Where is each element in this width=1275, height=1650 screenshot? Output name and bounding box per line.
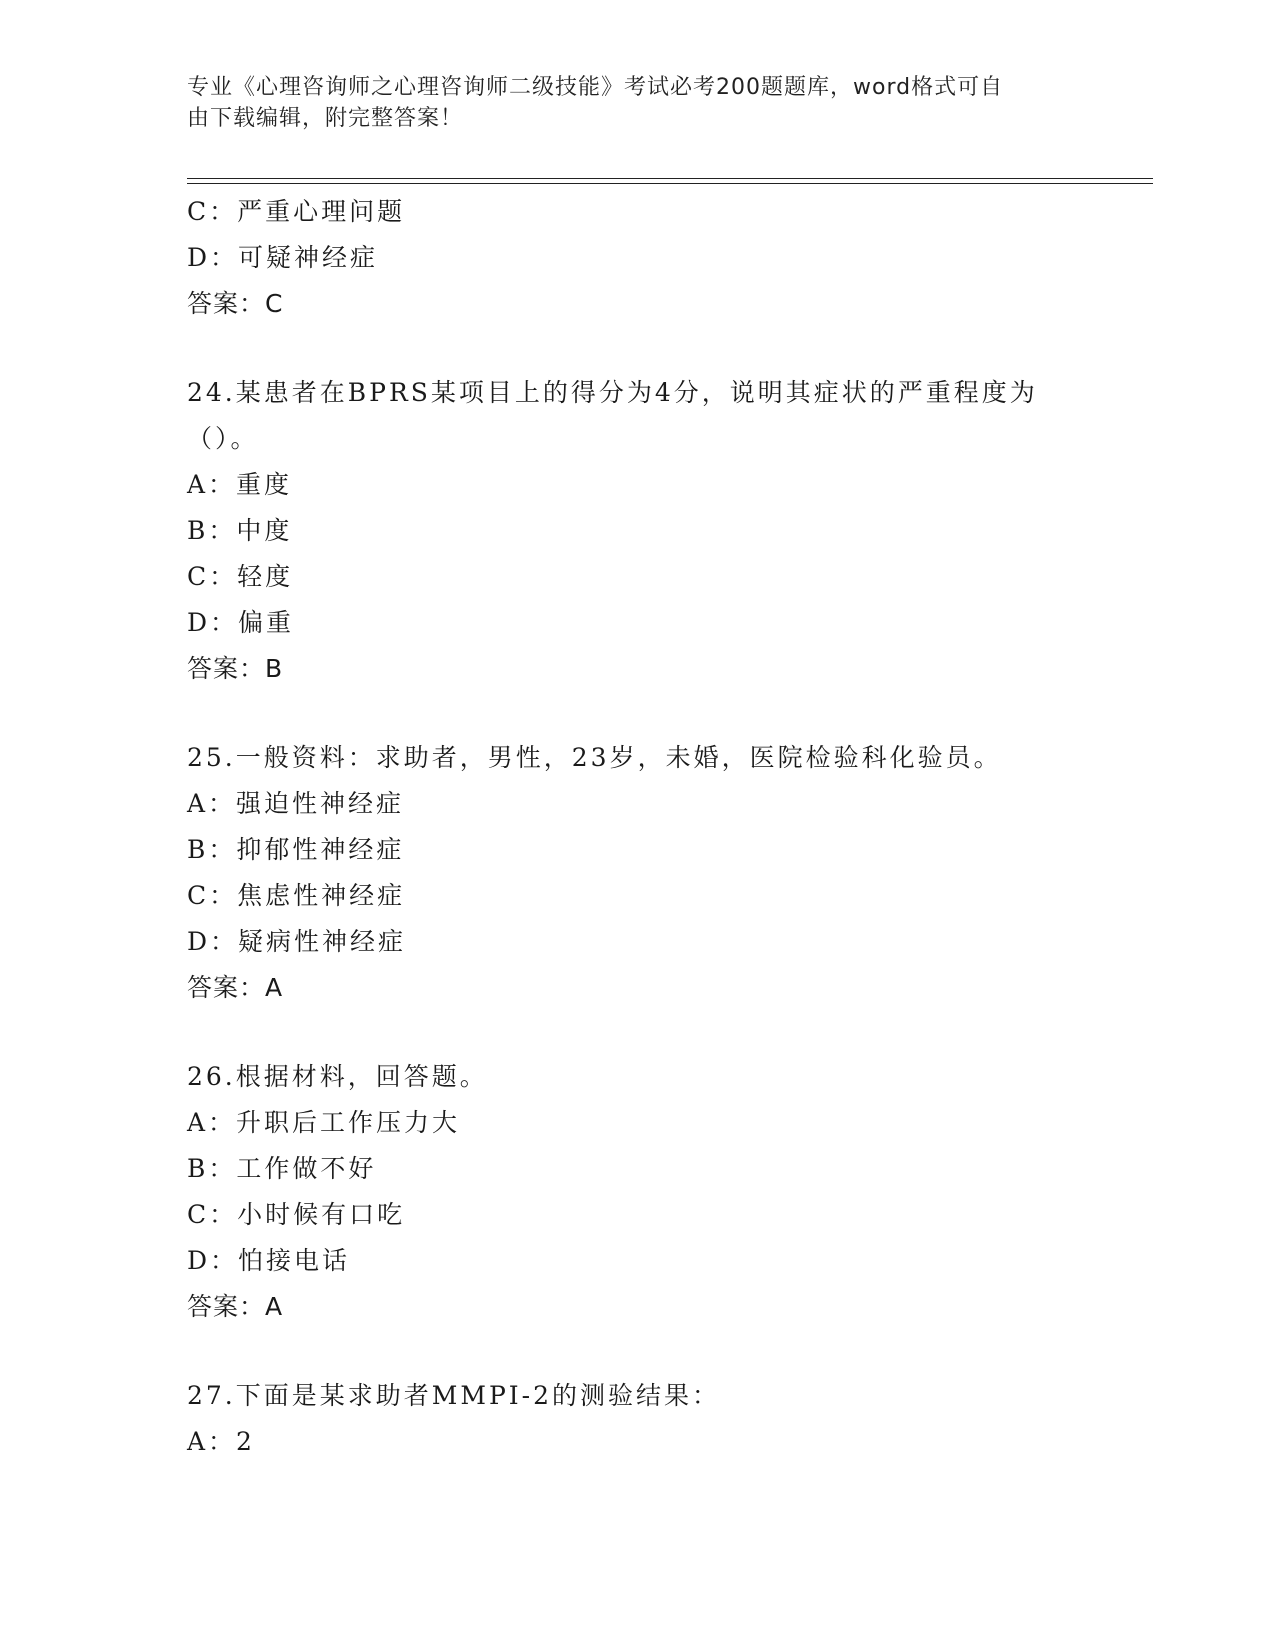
question-stem: 25.一般资料：求助者，男性，23岁，未婚，医院检验科化验员。	[187, 743, 1002, 772]
question-27	[187, 1373, 1087, 1465]
option-c: C：小时候有口吃	[187, 1200, 406, 1229]
question-list	[187, 189, 1087, 1465]
answer-label: 答案：C	[187, 289, 284, 318]
option-c: C：焦虑性神经症	[187, 881, 406, 910]
option-d: D：疑病性神经症	[187, 927, 407, 956]
question-26	[187, 1054, 1087, 1330]
answer-label: 答案：B	[187, 654, 284, 683]
option-d: D：偏重	[187, 608, 295, 637]
answer-label: 答案：A	[187, 973, 284, 1002]
question-stem: 26.根据材料，回答题。	[187, 1062, 488, 1091]
header-divider-bottom	[187, 183, 1153, 184]
question-stem-continued: （）。	[187, 424, 259, 453]
option-a: A：升职后工作压力大	[187, 1108, 461, 1137]
question-stem: 27.下面是某求助者MMPI-2的测验结果：	[187, 1381, 721, 1410]
option-d: D：可疑神经症	[187, 243, 379, 272]
option-d: D：怕接电话	[187, 1246, 351, 1275]
question-25	[187, 735, 1087, 1011]
previous-question-continuation	[187, 189, 1087, 327]
document-header	[187, 72, 1067, 134]
question-stem: 24.某患者在BPRS某项目上的得分为4分，说明其症状的严重程度为	[187, 378, 1038, 407]
option-a: A：重度	[187, 470, 293, 499]
option-c: C：轻度	[187, 562, 294, 591]
option-b: B：工作做不好	[187, 1154, 377, 1183]
option-a: A：强迫性神经症	[187, 789, 405, 818]
header-divider-top	[187, 178, 1153, 179]
option-b: B：抑郁性神经症	[187, 835, 405, 864]
answer-label: 答案：A	[187, 1292, 284, 1321]
option-a: A：2	[187, 1427, 255, 1456]
question-24	[187, 370, 1087, 692]
header-line-1: 专业《心理咨询师之心理咨询师二级技能》考试必考200题题库，word格式可自	[187, 75, 1004, 100]
option-c: C：严重心理问题	[187, 197, 406, 226]
option-b: B：中度	[187, 516, 293, 545]
header-line-2: 由下载编辑，附完整答案！	[187, 106, 464, 131]
